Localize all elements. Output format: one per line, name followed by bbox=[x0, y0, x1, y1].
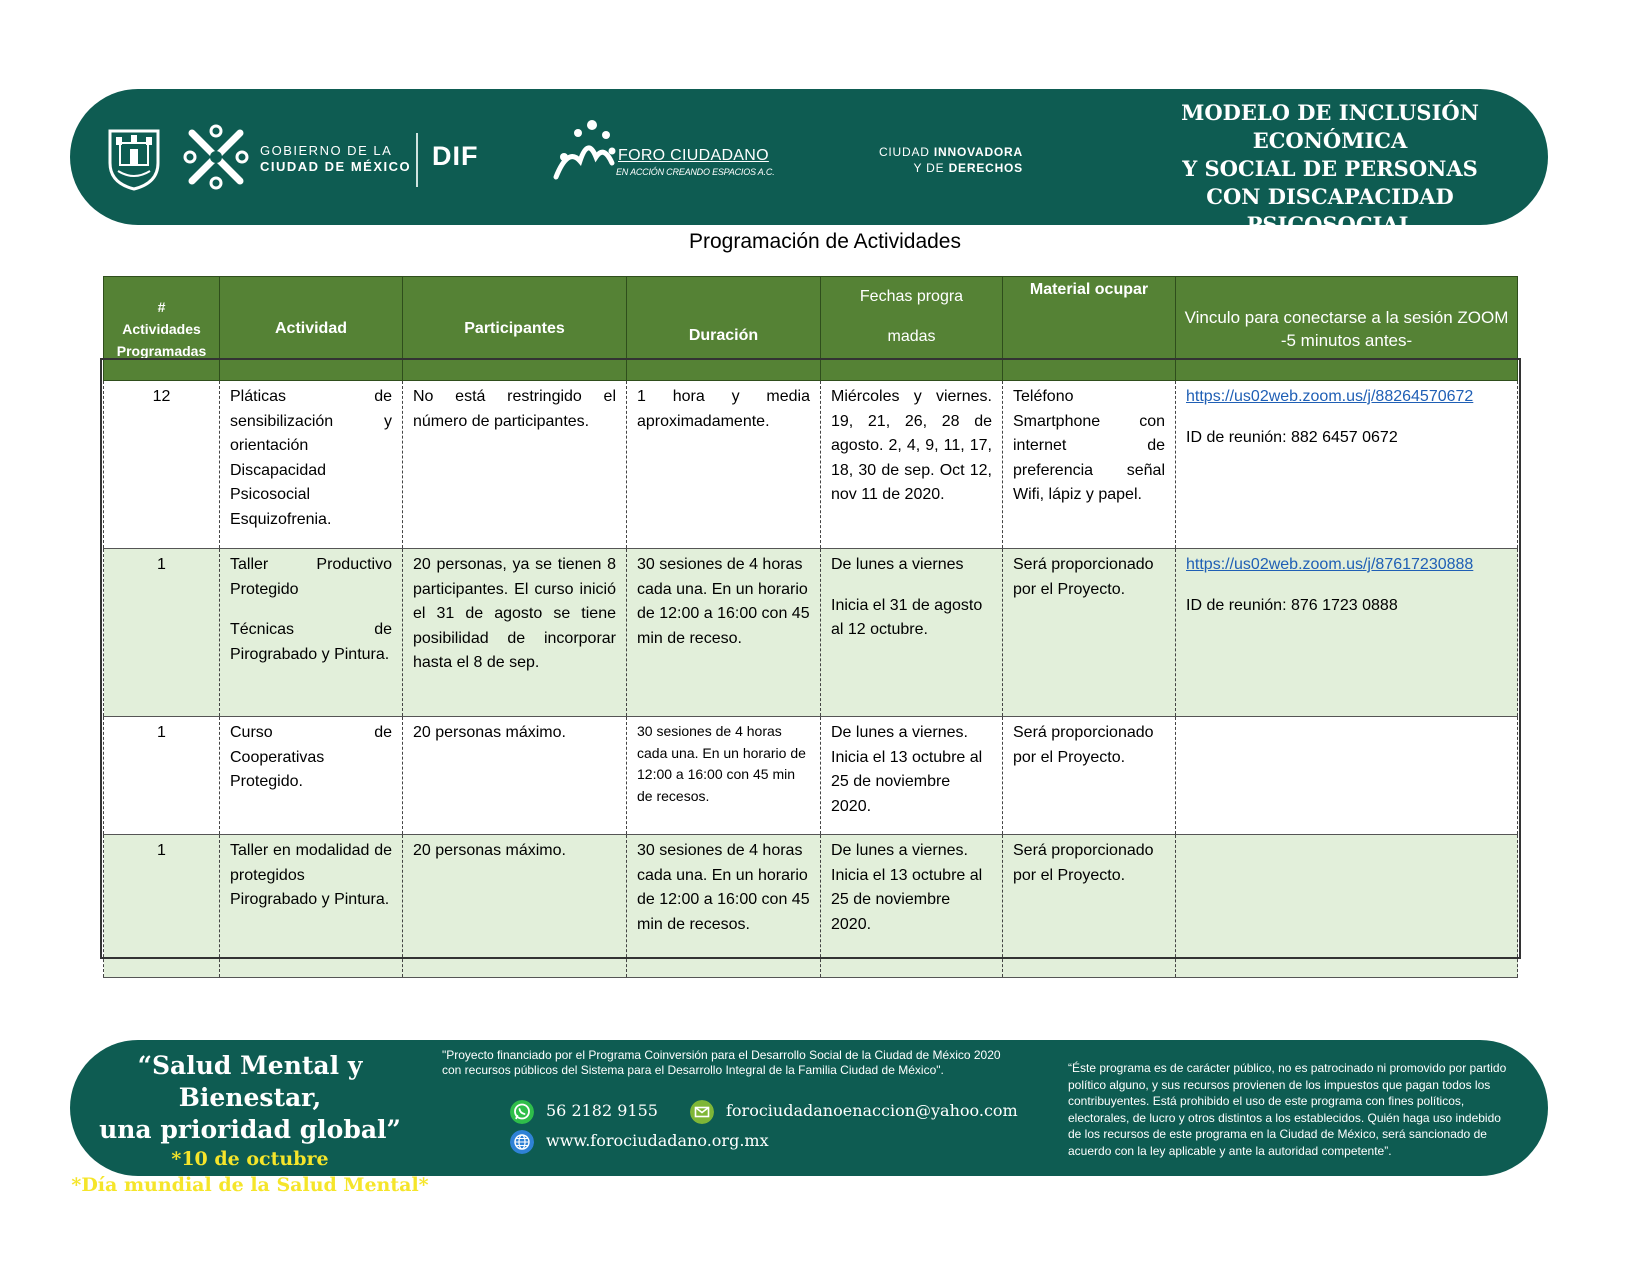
foro-ciudadano-subtitle: EN ACCIÓN CREANDO ESPACIOS A.C. bbox=[616, 167, 775, 177]
header-material: Material ocupar bbox=[1003, 277, 1176, 381]
cell-vinculo bbox=[1176, 835, 1518, 978]
footer-banner bbox=[70, 1040, 1548, 1196]
y-de-text: Y DE bbox=[913, 161, 949, 175]
cell-participantes: 20 personas máximo. bbox=[403, 835, 627, 978]
cell-material: Será proporcionado por el Proyecto. bbox=[1003, 717, 1176, 835]
zoom-link[interactable]: https://us02web.zoom.us/j/87617230888 bbox=[1186, 556, 1474, 573]
cell-num: 12 bbox=[104, 381, 220, 549]
cell-actividad: Curso de Cooperativas Protegido. bbox=[220, 717, 403, 835]
cell-participantes: 20 personas, ya se tienen 8 participantes. El curso inició el 31 de agosto se tiene posibilidad de incorporar hasta el 8 de sep. bbox=[403, 549, 627, 717]
legal-disclaimer: “Éste programa es de carácter público, no es patrocinado ni promovido por partido político alguno, y sus recursos provienen de los impuestos que pagan todos los contribuyentes. Está prohibido el uso de este programa con fines políticos, electorales, de lucro y otros distintos a los establecidos. Quién haga uso indebido de los recursos de este programa en la Ciudad de México, será sancionado de acuerdo con la ley aplicable y ante la autoridad competente”. bbox=[1068, 1061, 1507, 1158]
header-num-line2: Actividades bbox=[122, 320, 201, 337]
gobierno-cdmx-label bbox=[260, 143, 411, 175]
table-row bbox=[104, 835, 1518, 978]
fechas-range: Inicia el 31 de agosto al 12 octubre. bbox=[831, 596, 983, 638]
cell-actividad: Taller en modalidad de protegidos Pirograbado y Pintura. bbox=[220, 835, 403, 978]
derechos-text: DERECHOS bbox=[948, 161, 1023, 175]
header-num-line3: Programadas bbox=[116, 342, 207, 359]
modelo-line-3: CON DISCAPACIDAD PSICOSOCIAL bbox=[1206, 184, 1454, 237]
page-title: Programación de Actividades bbox=[689, 230, 961, 253]
globe-icon bbox=[510, 1130, 534, 1154]
cell-actividad bbox=[220, 549, 403, 717]
cell-fechas: Miércoles y viernes. 19, 21, 26, 28 de agosto. 2, 4, 9, 11, 17, 18, 30 de sep. Oct 12, nov 11 de 2020. bbox=[821, 381, 1003, 549]
innovadora-text: INNOVADORA bbox=[933, 145, 1023, 159]
cell-actividad: Pláticas de sensibilización y orientación Discapacidad Psicosocial Esquizofrenia. bbox=[220, 381, 403, 549]
cell-num: 1 bbox=[104, 835, 220, 978]
email-icon bbox=[690, 1100, 714, 1124]
meeting-id: ID de reunión: 876 1723 0888 bbox=[1186, 596, 1398, 614]
activities-table bbox=[103, 276, 1518, 978]
header-actividad: Actividad bbox=[220, 277, 403, 381]
header-fechas bbox=[821, 277, 1003, 381]
logo-divider bbox=[416, 133, 418, 187]
cdmx-shield-icon bbox=[106, 127, 162, 191]
cell-num: 1 bbox=[104, 717, 220, 835]
header-participantes: Participantes bbox=[403, 277, 627, 381]
header-duracion: Duración bbox=[627, 277, 821, 381]
whatsapp-icon bbox=[510, 1100, 534, 1124]
cell-duracion: 1 hora y media aproximadamente. bbox=[627, 381, 821, 549]
cell-vinculo bbox=[1176, 381, 1518, 549]
header-num-hash: # bbox=[157, 298, 166, 315]
cell-participantes: 20 personas máximo. bbox=[403, 717, 627, 835]
slogan-date: *10 de octubre bbox=[171, 1148, 329, 1170]
cell-fechas bbox=[821, 549, 1003, 717]
gobierno-line-1: GOBIERNO DE LA bbox=[260, 143, 393, 158]
email-address: forociudadanoenaccion@yahoo.com bbox=[726, 1101, 1018, 1120]
cell-fechas: De lunes a viernes. Inicia el 13 octubre al 25 de noviembre 2020. bbox=[821, 717, 1003, 835]
slogan-line-1: “Salud Mental y Bienestar, bbox=[137, 1051, 363, 1112]
fechas-days: De lunes a viernes bbox=[831, 556, 964, 573]
modelo-line-1: MODELO DE INCLUSIÓN ECONÓMICA bbox=[1181, 100, 1479, 153]
gobierno-line-2: CIUDAD DE MÉXICO bbox=[260, 159, 412, 174]
website: www.forociudadano.org.mx bbox=[546, 1131, 769, 1150]
actividad-detail: Técnicas de Pirograbado y Pintura. bbox=[230, 621, 392, 663]
dif-label: DIF bbox=[432, 141, 479, 171]
modelo-line-4: *ESQUIZOFRENIA* bbox=[1216, 240, 1444, 265]
header-fechas-line2: madas bbox=[887, 328, 936, 345]
header-vinculo-line1: Vinculo para conectarse a la sesión ZOOM bbox=[1184, 307, 1509, 327]
cell-material: Teléfono Smartphone con internet de preferencia señal Wifi, lápiz y papel. bbox=[1003, 381, 1176, 549]
cell-duracion: 30 sesiones de 4 horas cada una. En un horario de 12:00 a 16:00 con 45 min de receso. bbox=[627, 549, 821, 717]
ciudad-innovadora-label bbox=[843, 144, 1023, 176]
cell-duracion: 30 sesiones de 4 horas cada una. En un horario de 12:00 a 16:00 con 45 min de recesos. bbox=[627, 835, 821, 978]
table-row bbox=[104, 549, 1518, 717]
modelo-line-2: Y SOCIAL DE PERSONAS bbox=[1182, 156, 1478, 181]
cell-material: Será proporcionado por el Proyecto. bbox=[1003, 835, 1176, 978]
phone-number: 56 2182 9155 bbox=[546, 1101, 658, 1120]
cell-fechas: De lunes a viernes. Inicia el 13 octubre al 25 de noviembre 2020. bbox=[821, 835, 1003, 978]
cdmx-logo-icon bbox=[180, 121, 252, 193]
slogan-day: *Día mundial de la Salud Mental* bbox=[71, 1174, 429, 1196]
project-note-line-2: con recursos públicos del Sistema para el Desarrollo Integral de la Familia Ciudad de México". bbox=[442, 1063, 944, 1077]
cell-material: Será proporcionado por el Proyecto. bbox=[1003, 549, 1176, 717]
cell-duracion: 30 sesiones de 4 horas cada una. En un horario de 12:00 a 16:00 con 45 min de recesos. bbox=[627, 717, 821, 835]
foro-ciudadano-name: FORO CIUDADANO bbox=[618, 147, 769, 164]
actividad-title: Taller Productivo Protegido bbox=[230, 556, 392, 598]
project-note-line-1: "Proyecto financiado por el Programa Coinversión para el Desarrollo Social de la Ciudad de México 2020 bbox=[442, 1048, 1001, 1062]
cell-participantes: No está restringido el número de participantes. bbox=[403, 381, 627, 549]
ciudad-text: CIUDAD bbox=[878, 145, 934, 159]
foro-ciudadano-logo-icon bbox=[550, 117, 620, 187]
cell-vinculo bbox=[1176, 549, 1518, 717]
cell-num: 1 bbox=[104, 549, 220, 717]
header-vinculo bbox=[1176, 277, 1518, 381]
header-fechas-line1: Fechas progra bbox=[859, 288, 964, 305]
cell-vinculo bbox=[1176, 717, 1518, 835]
header-num-actividades bbox=[104, 277, 220, 381]
zoom-link[interactable]: https://us02web.zoom.us/j/88264570672 bbox=[1186, 388, 1474, 405]
table-row bbox=[104, 717, 1518, 835]
meeting-id: ID de reunión: 882 6457 0672 bbox=[1186, 428, 1398, 446]
slogan-line-2: una prioridad global” bbox=[99, 1115, 401, 1144]
table-row bbox=[104, 381, 1518, 549]
project-financing-note bbox=[442, 1048, 1082, 1078]
slogan bbox=[70, 1050, 430, 1198]
table-header-row bbox=[104, 277, 1518, 381]
header-vinculo-line2: -5 minutos antes- bbox=[1280, 330, 1413, 350]
